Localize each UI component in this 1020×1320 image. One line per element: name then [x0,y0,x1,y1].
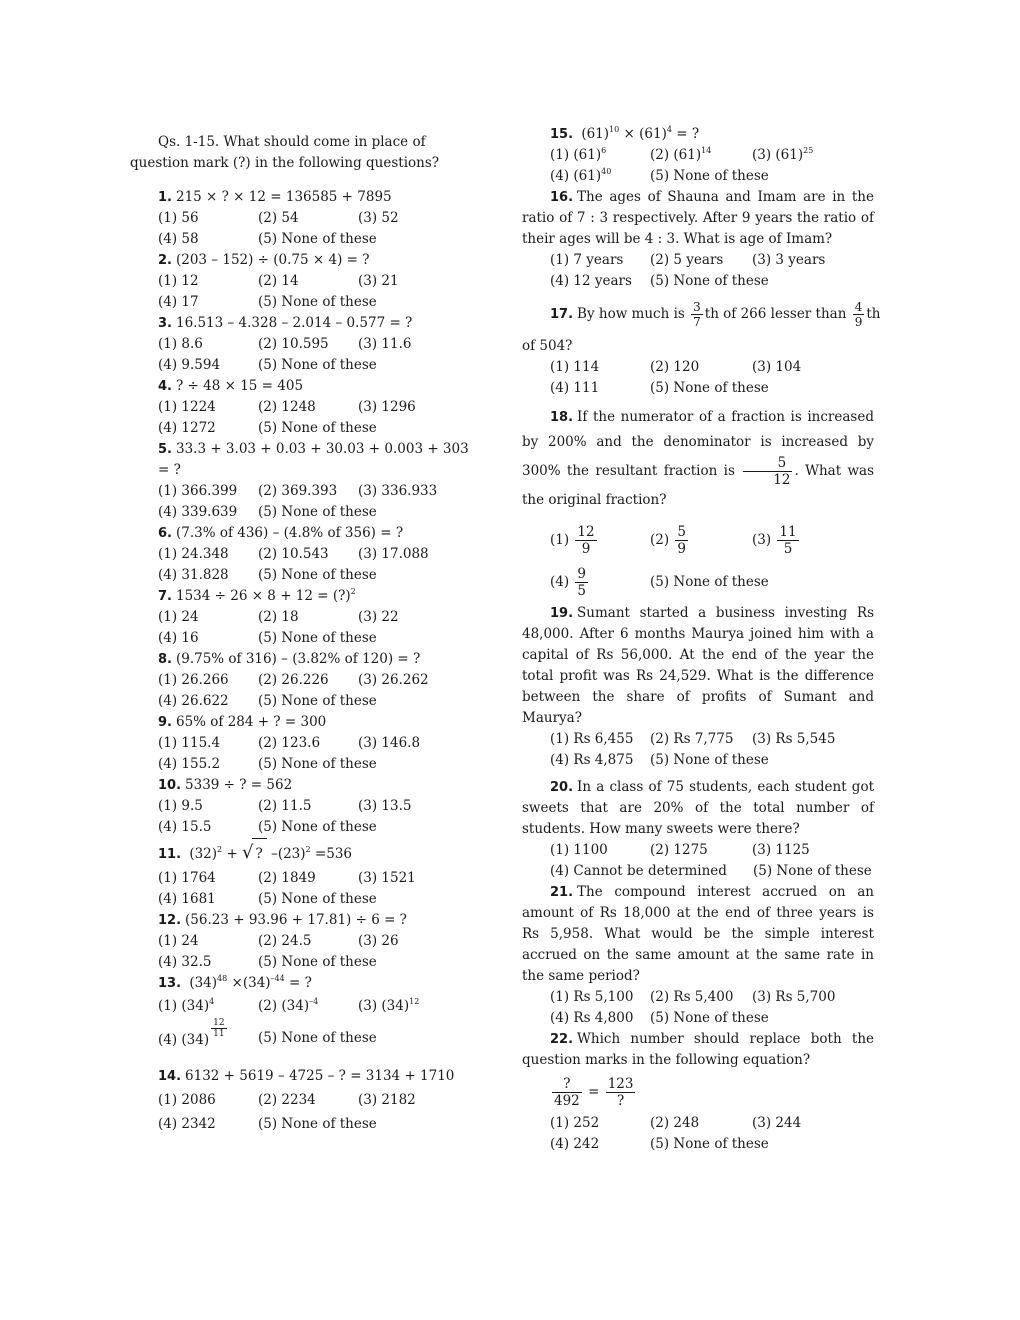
option[interactable]: (5) None of these [258,954,377,970]
question-text: Sumant started a business investing Rs 48,000. After 6 months Maurya joined him with a capital of Rs 56,000. At the end of the year the total profit was Rs 24,529. What is the difference between the share of profits of Sumant and Maurya? [522,605,874,726]
option[interactable]: (3) 17.088 [358,546,429,562]
options [130,481,480,523]
option[interactable]: (1) 114 [550,359,600,375]
option[interactable]: (5) None of these [650,1010,769,1026]
question-number: 10. [158,778,182,793]
option[interactable]: (4) 9.594 [158,357,221,373]
option[interactable]: (3) 244 [752,1115,802,1131]
question-18: 18. If the numerator of a fraction is increased by 200% and the denominator is increased by 300% the resultant fraction is $\frac{5}{12}$ . What was the original fraction? (1) $\frac{12}{9}$ (2) $\frac{5}{9}$ (3) $\frac{11}{5}$ (4) $\frac{9}{5}$ (5) None of these [522,405,874,603]
option[interactable]: (1) $\frac{12}{9}$ [550,524,595,557]
option[interactable]: (5) None of these [258,567,377,583]
option[interactable]: (2) 5 years [650,252,724,268]
option[interactable]: (4) Rs 4,800 [550,1010,634,1026]
option[interactable]: (4) 242 [550,1136,600,1152]
question-number: 21. [550,885,574,900]
option[interactable]: (4) 12 years [550,273,632,289]
option[interactable]: (1) Rs 5,100 [550,989,634,1005]
section-instructions: Qs. 1-15. What should come in place of question mark (?) in the following questions? [130,133,440,171]
option[interactable]: (5) None of these [753,863,872,879]
option[interactable]: (5) None of these [258,891,377,907]
question-text: Which number should replace both the question marks in the following equation? [522,1031,874,1068]
option[interactable]: (5) None of these [258,420,377,436]
option[interactable]: (5) None of these [650,273,769,289]
options [130,208,480,250]
question-4 [130,376,480,439]
question-text: In a class of 75 students, each student got sweets that are 20% of the total number of students. How many sweets were there? [522,779,874,837]
question-9 [130,712,480,775]
options [522,145,874,187]
option[interactable]: (4) 17 [158,294,199,310]
option[interactable]: (3) 52 [358,210,399,226]
option[interactable]: (2) 18 [258,609,299,625]
option[interactable]: (3) 22 [358,609,399,625]
option[interactable]: (4) 1272 [158,420,216,436]
option[interactable]: (3) 1521 [358,870,416,886]
option[interactable]: (3) 21 [358,273,399,289]
options [130,544,480,586]
option[interactable]: (5) None of these [258,231,377,247]
option[interactable]: (1) 26.266 [158,672,229,688]
question-11: 11. $(32)^2$ + √ ? $-(23)^2 =536$ (1) 1764 (2) 1849 (3) 1521 (4) 1681 (5) None of these [130,838,480,910]
option[interactable]: (2) 54 [258,210,299,226]
option[interactable]: (5) None of these [258,693,377,709]
option[interactable]: (4) (34) $\frac{12}{11}$ [158,1018,225,1048]
option[interactable]: (3) 26 [358,933,399,949]
question-19 [522,603,874,771]
option[interactable]: (3) Rs 5,545 [752,731,836,747]
question-2 [130,250,480,313]
question-number: 13. [158,976,182,991]
question-text: (56.23 + 93.96 + 17.81) ÷ 6 = ? [185,912,407,928]
option[interactable]: (1) 24.348 [158,546,229,562]
question-10 [130,775,480,838]
option[interactable]: (2) $(61)^{14}$ [650,146,712,163]
question-13: 13. $(34)^{48} \times(34)^{-44}$ = ? (1) $(34)^4$ (2) $(34)^{-4}$ (3) $(34)^{12}$ (4) (34) $\frac{12}{11}$ (5) None of these [130,973,480,1058]
options [522,250,874,292]
question-16 [522,187,874,292]
option[interactable]: (1) 56 [158,210,199,226]
options [522,357,874,399]
question-text: 6132 + 5619 – 4725 – ? = 3134 + 1710 [185,1068,455,1084]
question-number: 5. [158,442,172,457]
question-text: 1534 ÷ 26 × 8 + 12 = (?) [175,588,351,604]
option[interactable]: (2) 1849 [258,870,316,886]
question-14 [130,1064,480,1136]
question-text: The ages of Shauna and Imam are in the ratio of 7 : 3 respectively. After 9 years the ratio of their ages will be 4 : 3. What is age of Imam? [522,189,874,247]
options [522,987,874,1029]
option[interactable]: (3) 146.8 [358,735,421,751]
option[interactable]: (3) 3 years [752,252,826,268]
question-number: 6. [158,526,172,541]
option[interactable]: (5) None of these [258,357,377,373]
option[interactable]: (2) Rs 7,775 [650,731,734,747]
question-number: 3. [158,316,172,331]
options [130,271,480,313]
option[interactable]: (2) $(34)^{-4}$ [258,997,319,1014]
question-22 [522,1029,874,1155]
option[interactable]: (5) None of these [650,380,769,396]
question-text: 215 × ? × 12 = 136585 + 7895 [175,189,392,205]
question-text: (9.75% of 316) – (3.82% of 120) = ? [175,651,421,667]
question-8 [130,649,480,712]
option[interactable]: (2) 369.393 [258,483,338,499]
option[interactable]: (2) 11.5 [258,798,312,814]
option[interactable]: (1) $(34)^4$ [158,997,215,1014]
option[interactable]: (4) 339.639 [158,504,238,520]
option[interactable]: (4) 26.622 [158,693,229,709]
option[interactable]: (2) 2234 [258,1092,316,1108]
question-number: 18. [550,410,574,425]
question-text: If the numerator of a fraction is increased by 200% and the denominator is increased by 300% the resultant fraction is [522,409,874,479]
option[interactable]: (3) 11.6 [358,336,412,352]
question-text: (7.3% of 436) – (4.8% of 356) = ? [175,525,404,541]
option[interactable]: (5) None of these [258,1116,377,1132]
option[interactable]: (3) 104 [752,359,802,375]
question-number: 12. [158,913,182,928]
option[interactable]: (3) 336.933 [358,483,438,499]
options [522,840,874,882]
option[interactable]: (1) 9.5 [158,798,203,814]
option[interactable]: (5) None of these [650,168,769,184]
question-number: 9. [158,715,172,730]
option[interactable]: (4) 111 [550,380,600,396]
option[interactable]: (1) 8.6 [158,336,203,352]
question-21 [522,882,874,1029]
question-6 [130,523,480,586]
option[interactable]: (1) 366.399 [158,483,238,499]
square-root-symbol: √ [242,842,254,863]
question-3 [130,313,480,376]
option[interactable]: (2) Rs 5,400 [650,989,734,1005]
option[interactable]: (4) 155.2 [158,756,221,772]
option[interactable]: (1) 115.4 [158,735,221,751]
option[interactable]: (4) 2342 [158,1116,216,1132]
option[interactable]: (2) 10.543 [258,546,329,562]
option[interactable]: (2) $\frac{5}{9}$ [650,524,687,557]
option[interactable]: (3) 1296 [358,399,416,415]
option[interactable]: (2) 14 [258,273,299,289]
option[interactable]: (4) 32.5 [158,954,212,970]
question-1 [130,187,480,250]
question-number: 8. [158,652,172,667]
question-number: 16. [550,190,574,205]
left-column [130,118,480,1136]
question-list [130,187,480,838]
option[interactable]: (4) 16 [158,630,199,646]
option[interactable]: (1) Rs 6,455 [550,731,634,747]
question-number: 20. [550,780,574,795]
options [130,670,480,712]
question-text: ? ÷ 48 × 15 = 405 [175,378,304,394]
right-column [522,124,881,1155]
option[interactable]: (4) 15.5 [158,819,212,835]
options [130,796,480,838]
options [130,733,480,775]
option[interactable]: (3) Rs 5,700 [752,989,836,1005]
option[interactable]: (1) 1100 [550,842,608,858]
option[interactable]: (5) None of these [258,294,377,310]
option[interactable]: (5) None of these [258,630,377,646]
option[interactable]: (3) 1125 [752,842,810,858]
option[interactable]: (1) 1224 [158,399,216,415]
question-5 [130,439,480,523]
question-text: 33.3 + 3.03 + 0.03 + 30.03 + 0.003 + 303 = ? [158,441,469,478]
options [130,868,480,910]
option[interactable]: (4) $\frac{9}{5}$ [550,566,587,599]
question-12 [130,910,480,973]
option[interactable]: (5) None of these [650,1136,769,1152]
option[interactable]: (3) $(61)^{25}$ [752,146,814,163]
option[interactable]: (5) None of these [258,1030,377,1046]
options [130,931,480,973]
option[interactable]: (2) 26.226 [258,672,329,688]
option[interactable]: (1) 1764 [158,870,216,886]
option[interactable]: (2) 248 [650,1115,700,1131]
question-15: 15. $(61)^{10} \times (61)^4$ = ? (1) $(61)^6$ (2) $(61)^{14}$ (3) $(61)^{25}$ (4) $(61)^{40}$ (5) None of these [522,124,874,187]
option[interactable]: (4) $(61)^{40}$ [550,167,612,184]
option[interactable]: (4) 58 [158,231,199,247]
option[interactable]: (2) 10.595 [258,336,329,352]
options [130,334,480,376]
option[interactable]: (5) None of these [650,574,769,590]
options [522,1113,874,1155]
option[interactable]: (2) 123.6 [258,735,321,751]
option[interactable]: (5) None of these [258,504,377,520]
question-number: 11. [158,847,182,862]
option[interactable]: (4) 31.828 [158,567,229,583]
options [130,607,480,649]
question-number: 22. [550,1032,574,1047]
question-number: 2. [158,253,172,268]
option[interactable]: (2) 1275 [650,842,708,858]
question-number: 14. [158,1069,182,1084]
option[interactable]: (3) 2182 [358,1092,416,1108]
option[interactable]: (1) 24 [158,933,199,949]
equation: $\frac{?}{492}$ = $\frac{123}{?}$ [554,1076,634,1109]
question-text: (203 – 152) ÷ (0.75 × 4) = ? [175,252,370,268]
option[interactable]: (1) 24 [158,609,199,625]
option[interactable]: (3) $\frac{11}{5}$ [752,524,797,557]
question-number: 1. [158,190,172,205]
option[interactable]: (2) 24.5 [258,933,312,949]
question-number: 4. [158,379,172,394]
question-text: 16.513 – 4.328 – 2.014 – 0.577 = ? [175,315,413,331]
question-number: 7. [158,589,172,604]
option[interactable]: (4) Cannot be determined [550,863,727,879]
options [130,1088,480,1136]
option[interactable]: (5) None of these [650,752,769,768]
option[interactable]: (1) 12 [158,273,199,289]
question-20 [522,777,874,882]
option[interactable]: (1) 7 years [550,252,624,268]
question-number: 19. [550,606,574,621]
option[interactable]: (2) 1248 [258,399,316,415]
option[interactable]: (5) None of these [258,756,377,772]
options [130,994,480,1058]
option[interactable]: (4) Rs 4,875 [550,752,634,768]
option[interactable]: (3) 13.5 [358,798,412,814]
question-17: 17. By how much is $\frac{3}{7}$ th of 266 lesser than $\frac{4}{9}$ th of 504? (1) 114 (2) 120 (3) 104 (4) 111 (5) None of these [522,292,874,399]
question-7: 7. 1534 ÷ 26 × 8 + 12 = (?)$^2$ (1) 24 (2) 18 (3) 22 (4) 16 (5) None of these [130,586,480,649]
question-text: 5339 ÷ ? = 562 [185,777,293,793]
option[interactable]: (3) 26.262 [358,672,429,688]
option[interactable]: (4) 1681 [158,891,216,907]
option[interactable]: (1) $(61)^6$ [550,146,607,163]
question-text: The compound interest accrued on an amount of Rs 18,000 at the end of three years is Rs 5,958. What would be the simple interest accrued on the same amount at the same rate in the same period? [522,884,874,984]
option[interactable]: (1) 252 [550,1115,600,1131]
question-number: 17. [550,307,574,322]
options [522,519,874,603]
option[interactable]: (5) None of these [258,819,377,835]
option[interactable]: (3) $(34)^{12}$ [358,997,420,1014]
question-number: 15. [550,127,574,142]
options [130,397,480,439]
question-text: 65% of 284 + ? = 300 [175,714,327,730]
options [522,729,874,771]
option[interactable]: (2) 120 [650,359,700,375]
option[interactable]: (1) 2086 [158,1092,216,1108]
